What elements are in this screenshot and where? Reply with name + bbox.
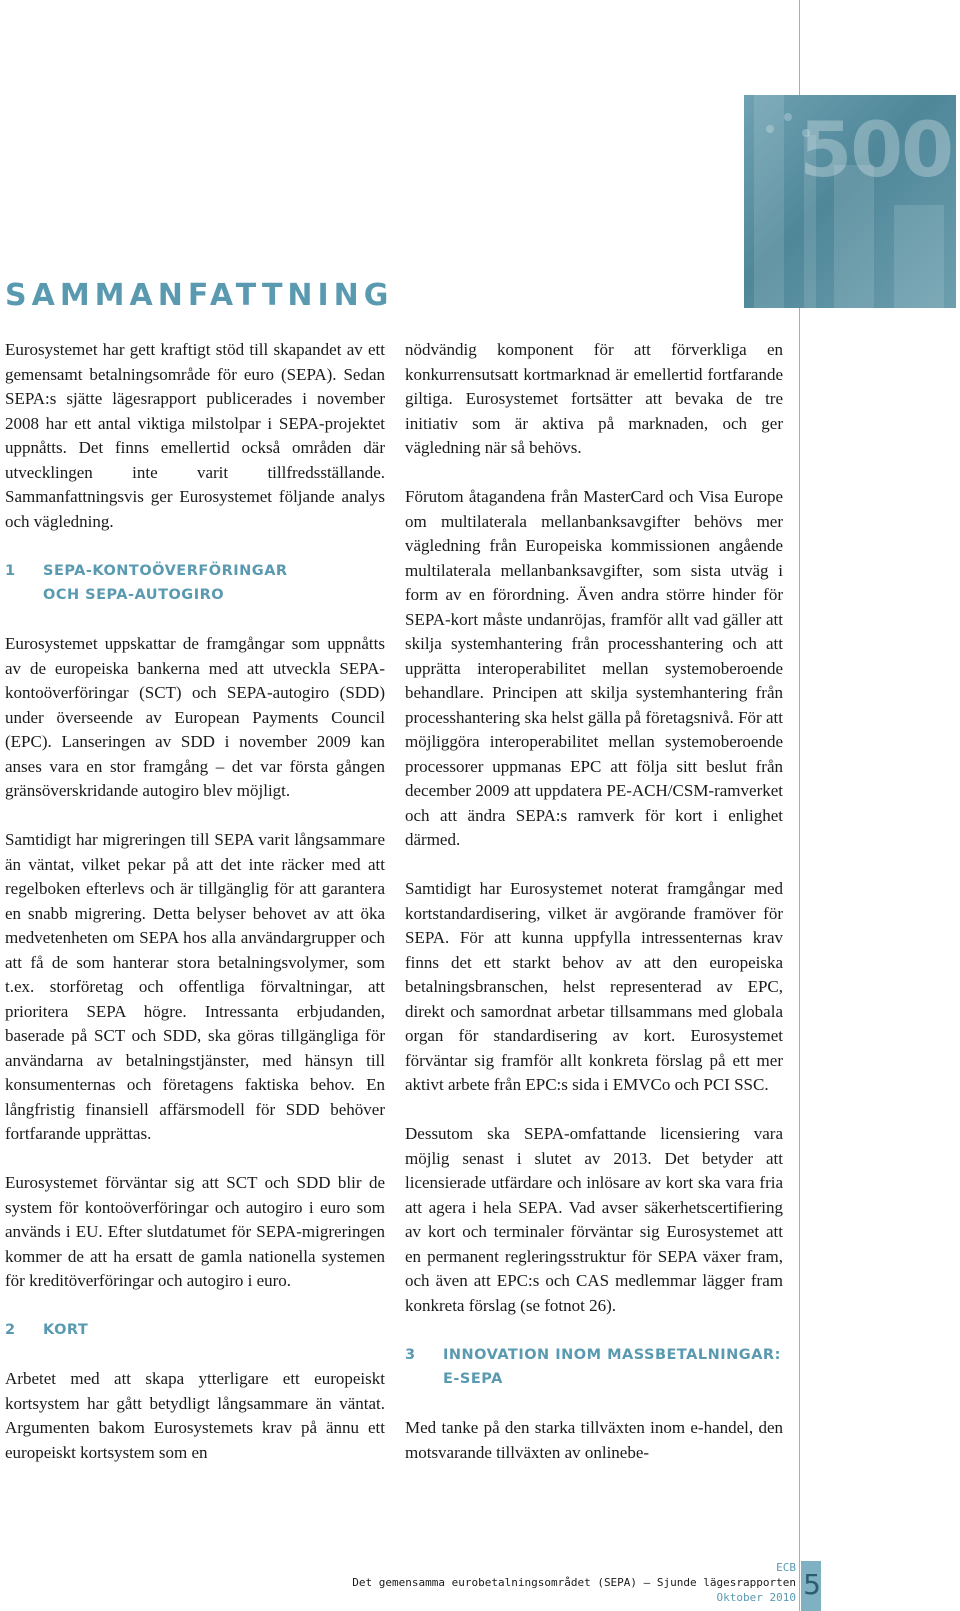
page-footer — [352, 1560, 796, 1605]
body-paragraph: Dessutom ska SEPA-omfattande licensiering vara möjlig senast i slutet av 2013. Det betyder att licensierade utfärdare och inlösare av kort ska vara fria att agera i hela SEPA. Vad avser säkerhetscertifiering av kort och terminaler förväntar sig Eurosystemet att en permanent regleringsstruktur för SEPA växer fram, och även att EPC:s och CAS medlemmar lägger fram konkreta förslag (se fotnot 26). — [405, 1124, 783, 1315]
section-heading-2 — [5, 1318, 385, 1343]
section-title-line: OCH SEPA-AUTOGIRO — [43, 587, 225, 603]
page-title: SAMMANFATTNING — [5, 278, 394, 313]
body-paragraph: Förutom åtagandena från MasterCard och Visa Europe om multilaterala mellanbanksavgifter behövs mer vägledning från Europeiska kommissionen angående multilaterala mellanbanksavgifter, som sista utväg i form av en förordning. Även andra större hinder för SEPA-kort måste undanröjas, framför allt vad gäller att skilja systemhantering från processhantering och att upprätta interoperabilitet mellan systemoberoende behandlare. Principen att skilja systemhantering från processhantering ska helst gälla på företagsnivå. För att möjliggöra interoperabilitet mellan systemoberoende processorer uppmanas EPC att följa sitt beslut från december 2009 att uppdatera PE-ACH/CSM-ramverket och att ändra SEPA:s ramverk för kort i enlighet därmed. — [405, 487, 783, 849]
right-column — [405, 338, 783, 1490]
body-paragraph: Med tanke på den starka tillväxten inom e-handel, den motsvarande tillväxten av onlinebe- — [405, 1418, 783, 1462]
body-paragraph: nödvändig komponent för att förverkliga en konkurrensutsatt kortmarknad är emellertid fortfarande giltiga. Eurosystemet fortsätter att bevaka de tre initiativ som är aktiva på marknaden, och ger vägledning när så behövs. — [405, 340, 783, 457]
section-number: 1 — [5, 562, 16, 579]
footer-date: Oktober 2010 — [716, 1591, 796, 1604]
body-paragraph: Samtidigt har Eurosystemet noterat framgångar med kortstandardisering, vilket är avgörande framöver för SEPA. För att kunna uppfylla intressenternas krav finns det ett starkt behov av att den europeiska betalningsbranschen, helst representerad av EPC, direkt och samordnat arbetar tillsammans med globala organ för standardisering av kort. Eurosystemet förväntar sig framför allt konkreta förslag på ett mer aktivt arbete från EPC:s sida i EMVCo och PCI SSC. — [405, 879, 783, 1094]
banknote-denomination: 500 — [799, 105, 952, 194]
section-number: 3 — [405, 1346, 416, 1363]
euro-banknote-image — [744, 95, 956, 308]
section-heading-3 — [405, 1343, 783, 1392]
footer-org: ECB — [776, 1561, 796, 1574]
section-number: 2 — [5, 1322, 16, 1338]
body-paragraph: Eurosystemet förväntar sig att SCT och SDD blir de system för kontoöverföringar och autogiro i euro som används i EU. Efter slutdatumet för SEPA-migreringen kommer de att ha ersatt de gamla nationella systemen för kreditöverföringar och autogiro i euro. — [5, 1173, 385, 1290]
footer-document-title: Det gemensamma eurobetalningsområdet (SEPA) – Sjunde lägesrapporten — [352, 1576, 796, 1589]
body-paragraph: Eurosystemet uppskattar de framgångar som uppnåtts av de europeiska bankerna med att utveckla SEPA-kontoöverföringar (SCT) och SEPA-autogiro (SDD) under överseende av European Payments Council (EPC). Lanseringen av SDD i november 2009 kan anses vara en stor framgång – det var första gången gränsöverskridande autogiro blev möjligt. — [5, 634, 385, 800]
section-title-line: E-SEPA — [443, 1371, 503, 1387]
section-title-line: SEPA-KONTOÖVERFÖRINGAR — [43, 562, 288, 579]
body-paragraph: Arbetet med att skapa ytterligare ett europeiskt kortsystem har gått betydligt långsammare än väntat. Argumenten bakom Eurosystemets krav på ännu ett europeiskt kortsystem som en — [5, 1369, 385, 1462]
left-column — [5, 338, 385, 1490]
body-paragraph: Samtidigt har migreringen till SEPA varit långsammare än väntat, vilket pekar på att det inte räcker med att regelboken efterlevs och är tillgänglig för att garantera en snabb migrering. Detta belyser behovet av att öka medvetenheten om SEPA hos alla användargrupper och att få de som hanterar stora betalningsvolymer, som t.ex. storföretag och offentliga förvaltningar, att prioritera SEPA högre. Intressanta erbjudanden, baserade på SCT och SDD, ska göras tillgängliga för användarna av betalningstjänster, med hänsyn till konsumenternas och företagens faktiska behov. En långfristig finansiell affärsmodell för SDD behöver fortfarande upprättas. — [5, 830, 385, 1143]
intro-paragraph: Eurosystemet har gett kraftigt stöd till skapandet av ett gemensamt betalningsområde för euro (SEPA). Sedan SEPA:s sjätte lägesrapport publicerades i november 2008 har ett antal viktiga milstolpar i SEPA-projektet uppnåtts. Det finns emellertid också områden där utvecklingen inte varit tillfredsställande. Sammanfattningsvis ger Eurosystemet följande analys och vägledning. — [5, 340, 385, 531]
section-title: KORT — [43, 1322, 89, 1338]
page-number: 5 — [803, 1568, 821, 1601]
section-title-line: INNOVATION INOM MASSBETALNINGAR: — [443, 1346, 781, 1363]
section-heading-1 — [5, 559, 385, 608]
